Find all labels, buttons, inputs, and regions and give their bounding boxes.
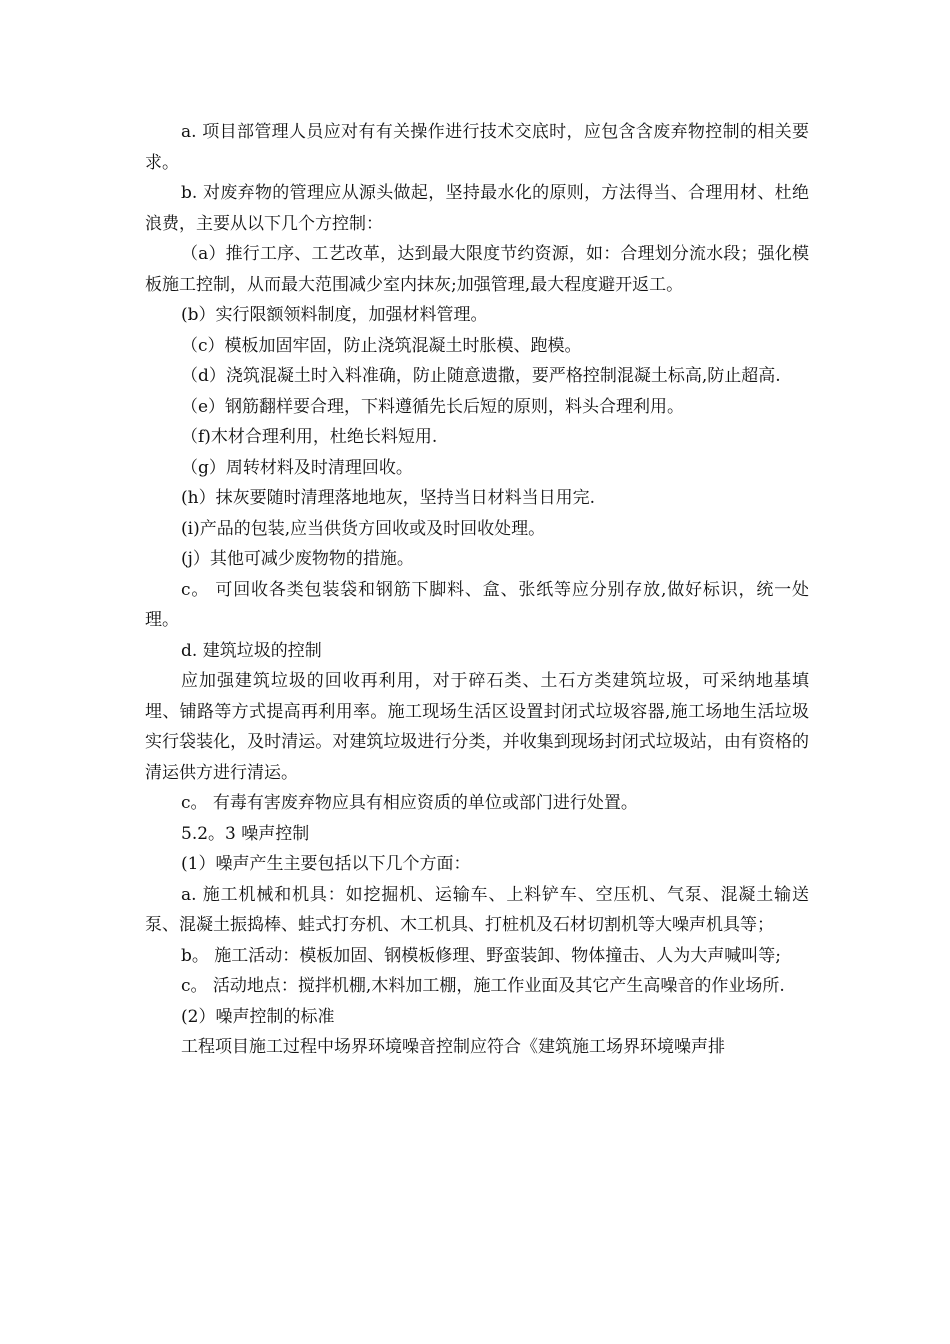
- document-page: [145, 117, 809, 1063]
- paragraph-item-e: （e）钢筋翻样要合理，下料遵循先长后短的原则，料头合理利用。: [181, 396, 685, 417]
- paragraph-item-c: （c）模板加固牢固，防止浇筑混凝土时胀模、跑模。: [181, 335, 582, 356]
- paragraph-waste-disclosure: a. 项目部管理人员应对有有关操作进行技术交底时，应包含含废弃物控制的相关要求。: [145, 122, 809, 173]
- heading-construction-waste: d. 建筑垃圾的控制: [181, 640, 322, 661]
- paragraph-waste-management-principle: b. 对废弃物的管理应从源头做起，坚持最水化的原则，方法得当、合理用材、杜绝浪费，主要从以下几个方控制：: [145, 183, 809, 234]
- heading-noise-sources: (1）噪声产生主要包括以下几个方面：: [181, 854, 471, 874]
- paragraph-hazardous-waste: c。 有毒有害废弃物应具有相应资质的单位或部门进行处置。: [181, 793, 638, 813]
- paragraph-item-g: （g）周转材料及时清理回收。: [181, 457, 413, 478]
- paragraph-noise-locations: c。 活动地点：搅拌机棚,木料加工棚，施工作业面及其它产生高噪音的作业场所.: [181, 976, 785, 996]
- paragraph-item-b: (b）实行限额领料制度，加强材料管理。: [181, 305, 488, 325]
- paragraph-item-h: (h）抹灰要随时清理落地地灰，坚持当日材料当日用完.: [181, 488, 595, 508]
- heading-noise-control: 5.2。3 噪声控制: [181, 823, 310, 844]
- paragraph-recyclables: c。 可回收各类包装袋和钢筋下脚料、盒、张纸等应分别存放,做好标识，统一处理。: [145, 579, 809, 630]
- paragraph-item-d: （d）浇筑混凝土时入料准确，防止随意遗撒，要严格控制混凝土标高,防止超高.: [181, 366, 781, 386]
- paragraph-item-f: （f)木材合理利用，杜绝长料短用.: [181, 427, 438, 447]
- paragraph-noise-standards: 工程项目施工过程中场界环境噪音控制应符合《建筑施工场界环境噪声排: [181, 1037, 725, 1057]
- paragraph-noise-machinery: a. 施工机械和机具：如挖掘机、运输车、上料铲车、空压机、气泵、混凝土输送泵、混凝土振捣棒、蛙式打夯机、木工机具、打桩机及石材切割机等大噪声机具等；: [145, 884, 809, 935]
- paragraph-item-j: (j）其他可减少废物物的措施。: [181, 549, 414, 569]
- paragraph-construction-waste: 应加强建筑垃圾的回收再利用，对于碎石类、土石方类建筑垃圾，可采纳地基填埋、铺路等方式提高再利用率。施工现场生活区设置封闭式垃圾容器,施工场地生活垃圾实行袋装化，及时清运。对建筑垃圾进行分类，并收集到现场封闭式垃圾站，由有资格的清运供方进行清运。: [145, 671, 809, 783]
- paragraph-item-a: （a）推行工序、工艺改革，达到最大限度节约资源，如：合理划分流水段；强化模板施工控制，从而最大范围减少室内抹灰;加强管理,最大程度避开返工。: [145, 244, 809, 295]
- heading-noise-standards: (2）噪声控制的标准: [181, 1006, 335, 1027]
- paragraph-noise-activities: b。 施工活动：模板加固、钢模板修理、野蛮装卸、物体撞击、人为大声喊叫等;: [181, 945, 782, 966]
- paragraph-item-i: (i)产品的包装,应当供货方回收或及时回收处理。: [181, 518, 546, 539]
